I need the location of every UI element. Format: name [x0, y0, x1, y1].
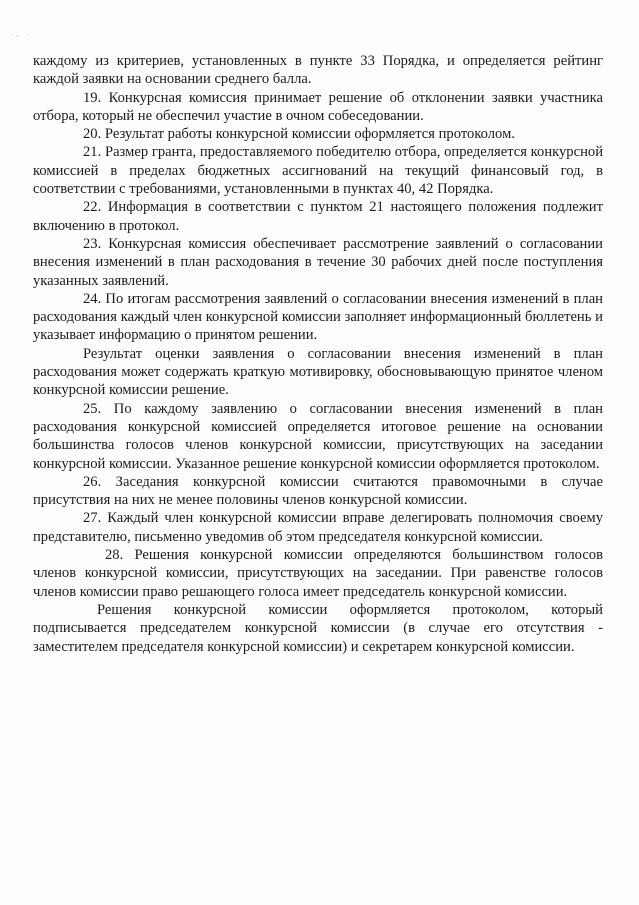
paragraph-item-21: 21. Размер гранта, предоставляемого победителю отбора, определяется конкурсной комиссией в пределах бюджетных ассигнований на текущий финансовый год, в соответствии с требованиями, установленными в пунктах 40, 42 Порядка.: [33, 144, 603, 198]
scan-artifact: ˙' ˙: [10, 34, 34, 42]
document-body: [33, 52, 603, 656]
paragraph-item-23: 23. Конкурсная комиссия обеспечивает рассмотрение заявлений о согласовании внесения изменений в план расходования в течение 30 рабочих дней после поступления указанных заявлений.: [33, 235, 603, 289]
paragraph-item-27: 27. Каждый член конкурсной комиссии вправе делегировать полномочия своему представителю, письменно уведомив об этом председателя конкурсной комиссии.: [33, 510, 603, 545]
paragraph-item-28: 28. Решения конкурсной комиссии определяются большинством голосов членов конкурсной комиссии, присутствующих на заседании. При равенстве голосов членов комиссии право решающего голоса имеет председатель конкурсной комиссии.: [33, 547, 603, 600]
paragraph-item-20: 20. Результат работы конкурсной комиссии оформляется протоколом.: [83, 126, 515, 143]
paragraph-item-25: 25. По каждому заявлению о согласовании внесения изменений в план расходования конкурсной комиссией определяется итоговое решение на основании большинства голосов членов конкурсной комиссии, присутствующих на заседании конкурсной комиссии. Указанное решение конкурсной комиссии оформляется протоколом.: [33, 400, 603, 472]
paragraph-continuation: каждому из критериев, установленных в пункте 33 Порядка, и определяется рейтинг каждой заявки на основании среднего балла.: [33, 53, 603, 88]
paragraph-item-26: 26. Заседания конкурсной комиссии считаются правомочными в случае присутствия на них не менее половины членов конкурсной комиссии.: [33, 473, 603, 509]
paragraph-item-24: 24. По итогам рассмотрения заявлений о согласовании внесения изменений в план расходования каждый член конкурсной комиссии заполняет информационный бюллетень и указывает информацию о принятом решении.: [33, 290, 603, 344]
paragraph-decisions-protocol: Решения конкурсной комиссии оформляется протоколом, который подписывается председателем конкурсной комиссии (в случае его отсутствия - заместителем председателя конкурсной комиссии) и секретарем конкурсной комиссии.: [33, 601, 603, 655]
paragraph-item-22: 22. Информация в соответствии с пунктом 21 настоящего положения подлежит включению в протокол.: [33, 199, 603, 234]
paragraph-item-19: 19. Конкурсная комиссия принимает решение об отклонении заявки участника отбора, который не обеспечил участие в очном собеседовании.: [33, 89, 603, 124]
paragraph-evaluation-result: Результат оценки заявления о согласовании внесения изменений в план расходования может содержать краткую мотивировку, обосновывающую принятое членом конкурсной комиссии решение.: [33, 345, 603, 399]
